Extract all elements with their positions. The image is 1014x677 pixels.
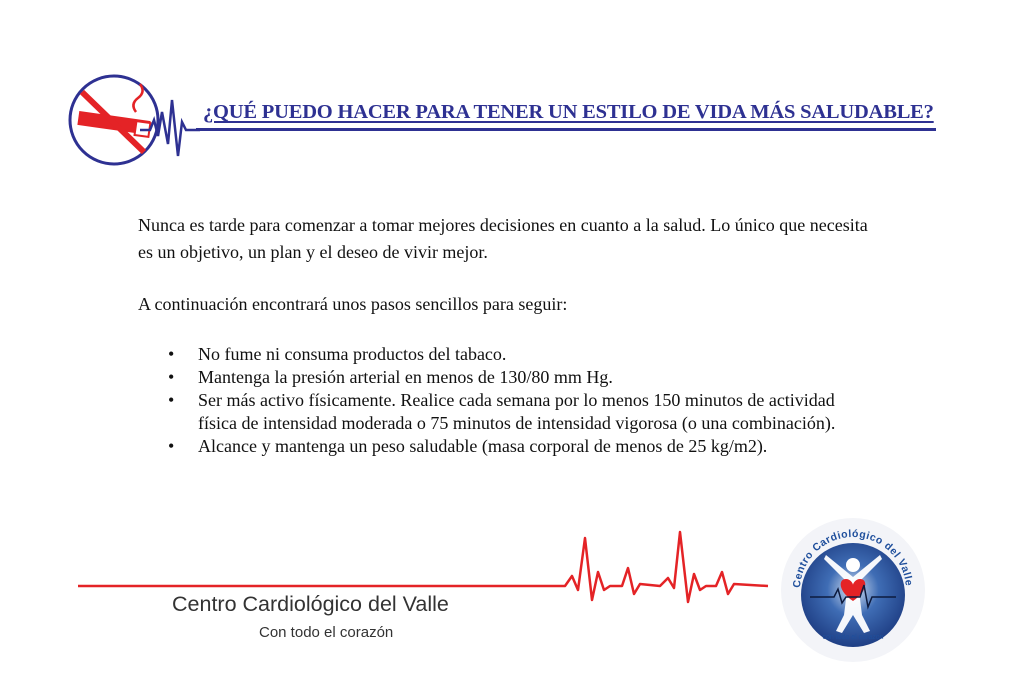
page-title: ¿QUÉ PUEDO HACER PARA TENER UN ESTILO DE VIDA MÁS SALUDABLE?	[203, 101, 934, 123]
bullet-marker: •	[168, 390, 175, 410]
bullet-marker: •	[168, 344, 175, 364]
list-item-text: Ser más activo físicamente. Realice cada semana por lo menos 150 minutos de actividad física de intensidad moderada o 75 minutos de intensidad vigorosa (o una combinación).	[198, 390, 836, 433]
organization-slogan: Con todo el corazón	[259, 624, 394, 641]
list-item-text: Alcance y mantenga un peso saludable (masa corporal de menos de 25 kg/m2).	[198, 436, 768, 456]
list-item	[138, 343, 858, 366]
bullet-marker: •	[168, 436, 175, 456]
logo-ring-text: Centro Cardiológico del Valle	[790, 527, 915, 589]
list-item	[138, 435, 858, 458]
logo-bottom-text: con todo el corazón	[822, 634, 884, 641]
list-item	[138, 389, 858, 435]
header-divider	[196, 128, 936, 131]
cardio-logo	[778, 515, 928, 665]
tips-list	[138, 343, 858, 458]
intro-paragraph: Nunca es tarde para comenzar a tomar mejores decisiones en cuanto a la salud. Lo único que necesita es un objetivo, un plan y el deseo de vivir mejor.	[138, 215, 868, 262]
lead-paragraph: A continuación encontrará unos pasos sencillos para seguir:	[138, 294, 568, 314]
ecg-line	[140, 92, 200, 162]
bullet-marker: •	[168, 367, 175, 387]
organization-name: Centro Cardiológico del Valle	[172, 592, 449, 616]
list-item-text: Mantenga la presión arterial en menos de 130/80 mm Hg.	[198, 367, 613, 387]
list-item	[138, 366, 858, 389]
list-item-text: No fume ni consuma productos del tabaco.	[198, 344, 507, 364]
